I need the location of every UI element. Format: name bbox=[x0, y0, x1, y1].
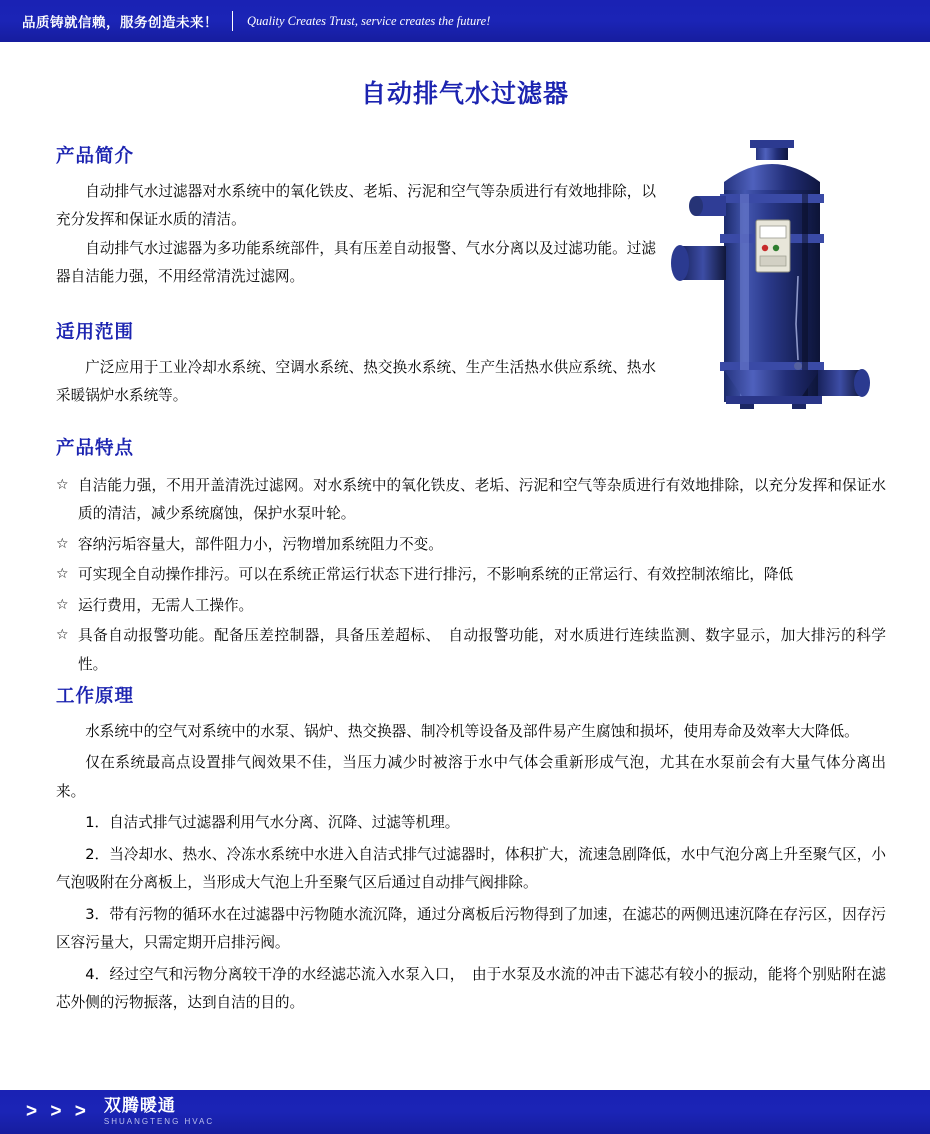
star-icon: ☆ bbox=[56, 627, 69, 644]
feature-text: 可实现全自动操作排污。可以在系统正常运行状态下进行排污，不影响系统的正常运行、有效控制浓缩比，降低 bbox=[78, 566, 794, 584]
star-icon: ☆ bbox=[56, 596, 69, 613]
list-item bbox=[56, 622, 886, 679]
brand-name-en: SHUANGTENG HVAC bbox=[103, 1117, 215, 1127]
list-item bbox=[56, 531, 886, 559]
product-photo bbox=[652, 134, 902, 409]
brand-logo bbox=[104, 1097, 214, 1126]
section-body-intro bbox=[56, 178, 656, 292]
section-principle bbox=[56, 682, 886, 1021]
banner-slogan-cn: 品质铸就信赖，服务创造未来！ bbox=[22, 15, 218, 31]
page-footer bbox=[0, 1090, 930, 1134]
section-heading-principle: 工作原理 bbox=[56, 686, 135, 707]
features-list bbox=[56, 472, 886, 679]
scope-paragraph-1: 广泛应用于工业冷却水系统、空调水系统、热交换水系统、生产生活热水供应系统、热水采暖锅炉水系统等。 bbox=[56, 358, 656, 405]
feature-text: 运行费用，无需人工操作。 bbox=[78, 596, 254, 614]
star-icon: ☆ bbox=[56, 477, 69, 493]
list-item bbox=[56, 472, 886, 529]
feature-text: 自洁能力强，不用开盖清洗过滤网。对水系统中的氧化铁皮、老垢、污泥和空气等杂质进行有效地排除，以充分发挥和保证水质的清洁，减少系统腐蚀，保护水泵叶轮。 bbox=[78, 477, 886, 523]
principle-step-2: 2．当冷却水、热水、冷冻水系统中水进入自洁式排气过滤器时，体积扩大，流速急剧降低，水中气泡分离上升至聚气区，小气泡吸附在分离板上，当形成大气泡上升至聚气区后通过自动排气阀排除。 bbox=[56, 845, 886, 892]
intro-paragraph-1: 自动排气水过滤器对水系统中的氧化铁皮、老垢、污泥和空气等杂质进行有效地排除，以充分发挥和保证水质的清洁。 bbox=[56, 183, 656, 229]
top-banner bbox=[0, 0, 930, 42]
principle-step-4: 4．经过空气和污物分离较干净的水经滤芯流入水泵入口， 由于水泵及水流的冲击下滤芯有较小的振动，能将个别贴附在滤芯外侧的污物振落，达到自洁的目的。 bbox=[56, 965, 886, 1012]
principle-paragraph-1: 水系统中的空气对系统中的水泵、锅炉、热交换器、制冷机等设备及部件易产生腐蚀和损坏，使用寿命及效率大大降低。 bbox=[85, 723, 859, 740]
section-features bbox=[56, 434, 886, 681]
star-icon: ☆ bbox=[56, 566, 69, 583]
list-item bbox=[56, 561, 886, 589]
section-body-principle bbox=[56, 718, 886, 1018]
feature-text: 具备自动报警功能。配备压差控制器，具备压差超标、 自动报警功能，对水质进行连续监测、数字显示，加大排污的科学性。 bbox=[78, 627, 886, 673]
section-heading-scope: 适用范围 bbox=[56, 321, 135, 343]
list-item bbox=[56, 592, 886, 620]
brand-name-cn: 双腾暖通 bbox=[103, 1096, 176, 1117]
page-title: 自动排气水过滤器 bbox=[360, 79, 569, 108]
banner-divider bbox=[232, 11, 233, 31]
star-icon: ☆ bbox=[56, 535, 69, 552]
chevron-right-icon: > > > bbox=[26, 1101, 90, 1122]
intro-paragraph-2: 自动排气水过滤器为多功能系统部件，具有压差自动报警、气水分离以及过滤功能。过滤器自洁能力强，不用经常清洗过滤网。 bbox=[56, 239, 656, 286]
principle-paragraph-2: 仅在系统最高点设置排气阀效果不佳，当压力减少时被溶于水中气体会重新形成气泡，尤其在水泵前会有大量气体分离出来。 bbox=[56, 754, 886, 800]
principle-step-1: 1．自洁式排气过滤器利用气水分离、沉降、过滤等机理。 bbox=[85, 814, 460, 832]
section-heading-intro: 产品简介 bbox=[56, 146, 135, 167]
banner-slogan-en: Quality Creates Trust, service creates the future! bbox=[247, 13, 491, 28]
left-column bbox=[56, 142, 656, 411]
feature-text: 容纳污垢容量大，部件阻力小，污物增加系统阻力不变。 bbox=[78, 535, 443, 553]
section-heading-features: 产品特点 bbox=[56, 438, 135, 459]
document-page bbox=[0, 42, 930, 1090]
principle-step-3: 3．带有污物的循环水在过滤器中污物随水流沉降，通过分离板后污物得到了加速，在滤芯的两侧迅速沉降在存污区，因存污区容污量大，只需定期开启排污阀。 bbox=[56, 905, 886, 952]
section-body-scope bbox=[56, 354, 656, 411]
